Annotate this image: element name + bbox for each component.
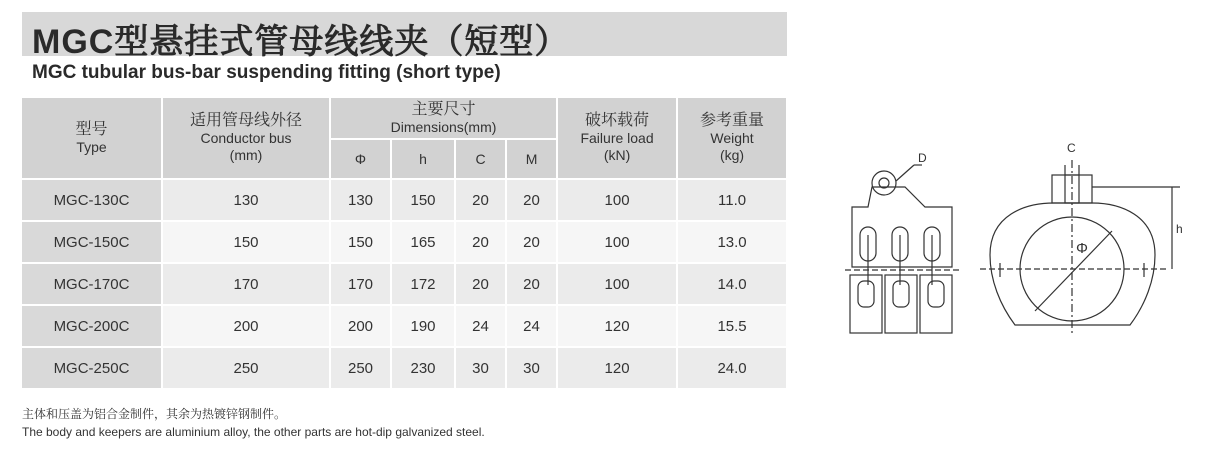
cell-m: 20 <box>506 221 557 263</box>
cell-h: 190 <box>391 305 455 347</box>
cell-conductor: 150 <box>162 221 330 263</box>
cell-m: 24 <box>506 305 557 347</box>
table-row <box>22 221 787 263</box>
note-english: The body and keepers are aluminium alloy, the other parts are hot-dip galvanized steel. <box>22 425 485 439</box>
cell-failure-load: 100 <box>557 179 677 221</box>
header-dimensions: 主要尺寸 Dimensions(mm) <box>330 98 557 139</box>
cell-c: 20 <box>455 221 506 263</box>
table-row <box>22 263 787 305</box>
note-chinese: 主体和压盖为铝合金制件，其余为热镀锌钢制件。 <box>22 407 287 421</box>
header-type: 型号 Type <box>22 98 162 179</box>
cell-weight: 13.0 <box>677 221 787 263</box>
cell-weight: 14.0 <box>677 263 787 305</box>
cell-m: 30 <box>506 347 557 389</box>
cell-type: MGC-250C <box>22 347 162 389</box>
cell-phi: 130 <box>330 179 391 221</box>
cell-conductor: 170 <box>162 263 330 305</box>
cell-m: 20 <box>506 263 557 305</box>
cell-phi: 250 <box>330 347 391 389</box>
label-c: C <box>1067 141 1076 155</box>
cell-c: 30 <box>455 347 506 389</box>
cell-conductor: 130 <box>162 179 330 221</box>
side-view-drawing <box>845 165 960 333</box>
cell-phi: 170 <box>330 263 391 305</box>
cell-type: MGC-170C <box>22 263 162 305</box>
cell-failure-load: 120 <box>557 305 677 347</box>
cell-weight: 15.5 <box>677 305 787 347</box>
cell-c: 20 <box>455 263 506 305</box>
label-d: D <box>918 151 927 165</box>
cell-m: 20 <box>506 179 557 221</box>
cell-h: 172 <box>391 263 455 305</box>
cell-weight: 24.0 <box>677 347 787 389</box>
spec-table <box>22 98 788 390</box>
cell-failure-load: 100 <box>557 221 677 263</box>
technical-drawing <box>830 135 1200 350</box>
cell-h: 150 <box>391 179 455 221</box>
cell-c: 20 <box>455 179 506 221</box>
title-bar <box>22 12 787 61</box>
cell-weight: 11.0 <box>677 179 787 221</box>
table-row <box>22 305 787 347</box>
header-weight: 参考重量 Weight (kg) <box>677 98 787 179</box>
header-m: M <box>506 139 557 179</box>
cell-phi: 200 <box>330 305 391 347</box>
cell-type: MGC-130C <box>22 179 162 221</box>
cell-c: 24 <box>455 305 506 347</box>
header-c: C <box>455 139 506 179</box>
cell-type: MGC-200C <box>22 305 162 347</box>
title-chinese: MGC型悬挂式管母线线夹（短型） <box>32 23 570 61</box>
header-conductor: 适用管母线外径 Conductor bus (mm) <box>162 98 330 179</box>
header-h: h <box>391 139 455 179</box>
cell-failure-load: 100 <box>557 263 677 305</box>
header-phi: Φ <box>330 139 391 179</box>
header-failure-load: 破坏载荷 Failure load (kN) <box>557 98 677 179</box>
table-row <box>22 347 787 389</box>
label-h: h <box>1176 222 1183 236</box>
cell-failure-load: 120 <box>557 347 677 389</box>
cell-h: 165 <box>391 221 455 263</box>
table-row <box>22 179 787 221</box>
title-english: MGC tubular bus-bar suspending fitting (short type) <box>32 62 501 83</box>
cell-conductor: 250 <box>162 347 330 389</box>
cell-h: 230 <box>391 347 455 389</box>
cell-conductor: 200 <box>162 305 330 347</box>
cell-phi: 150 <box>330 221 391 263</box>
cell-type: MGC-150C <box>22 221 162 263</box>
label-phi: Φ <box>1076 240 1088 257</box>
